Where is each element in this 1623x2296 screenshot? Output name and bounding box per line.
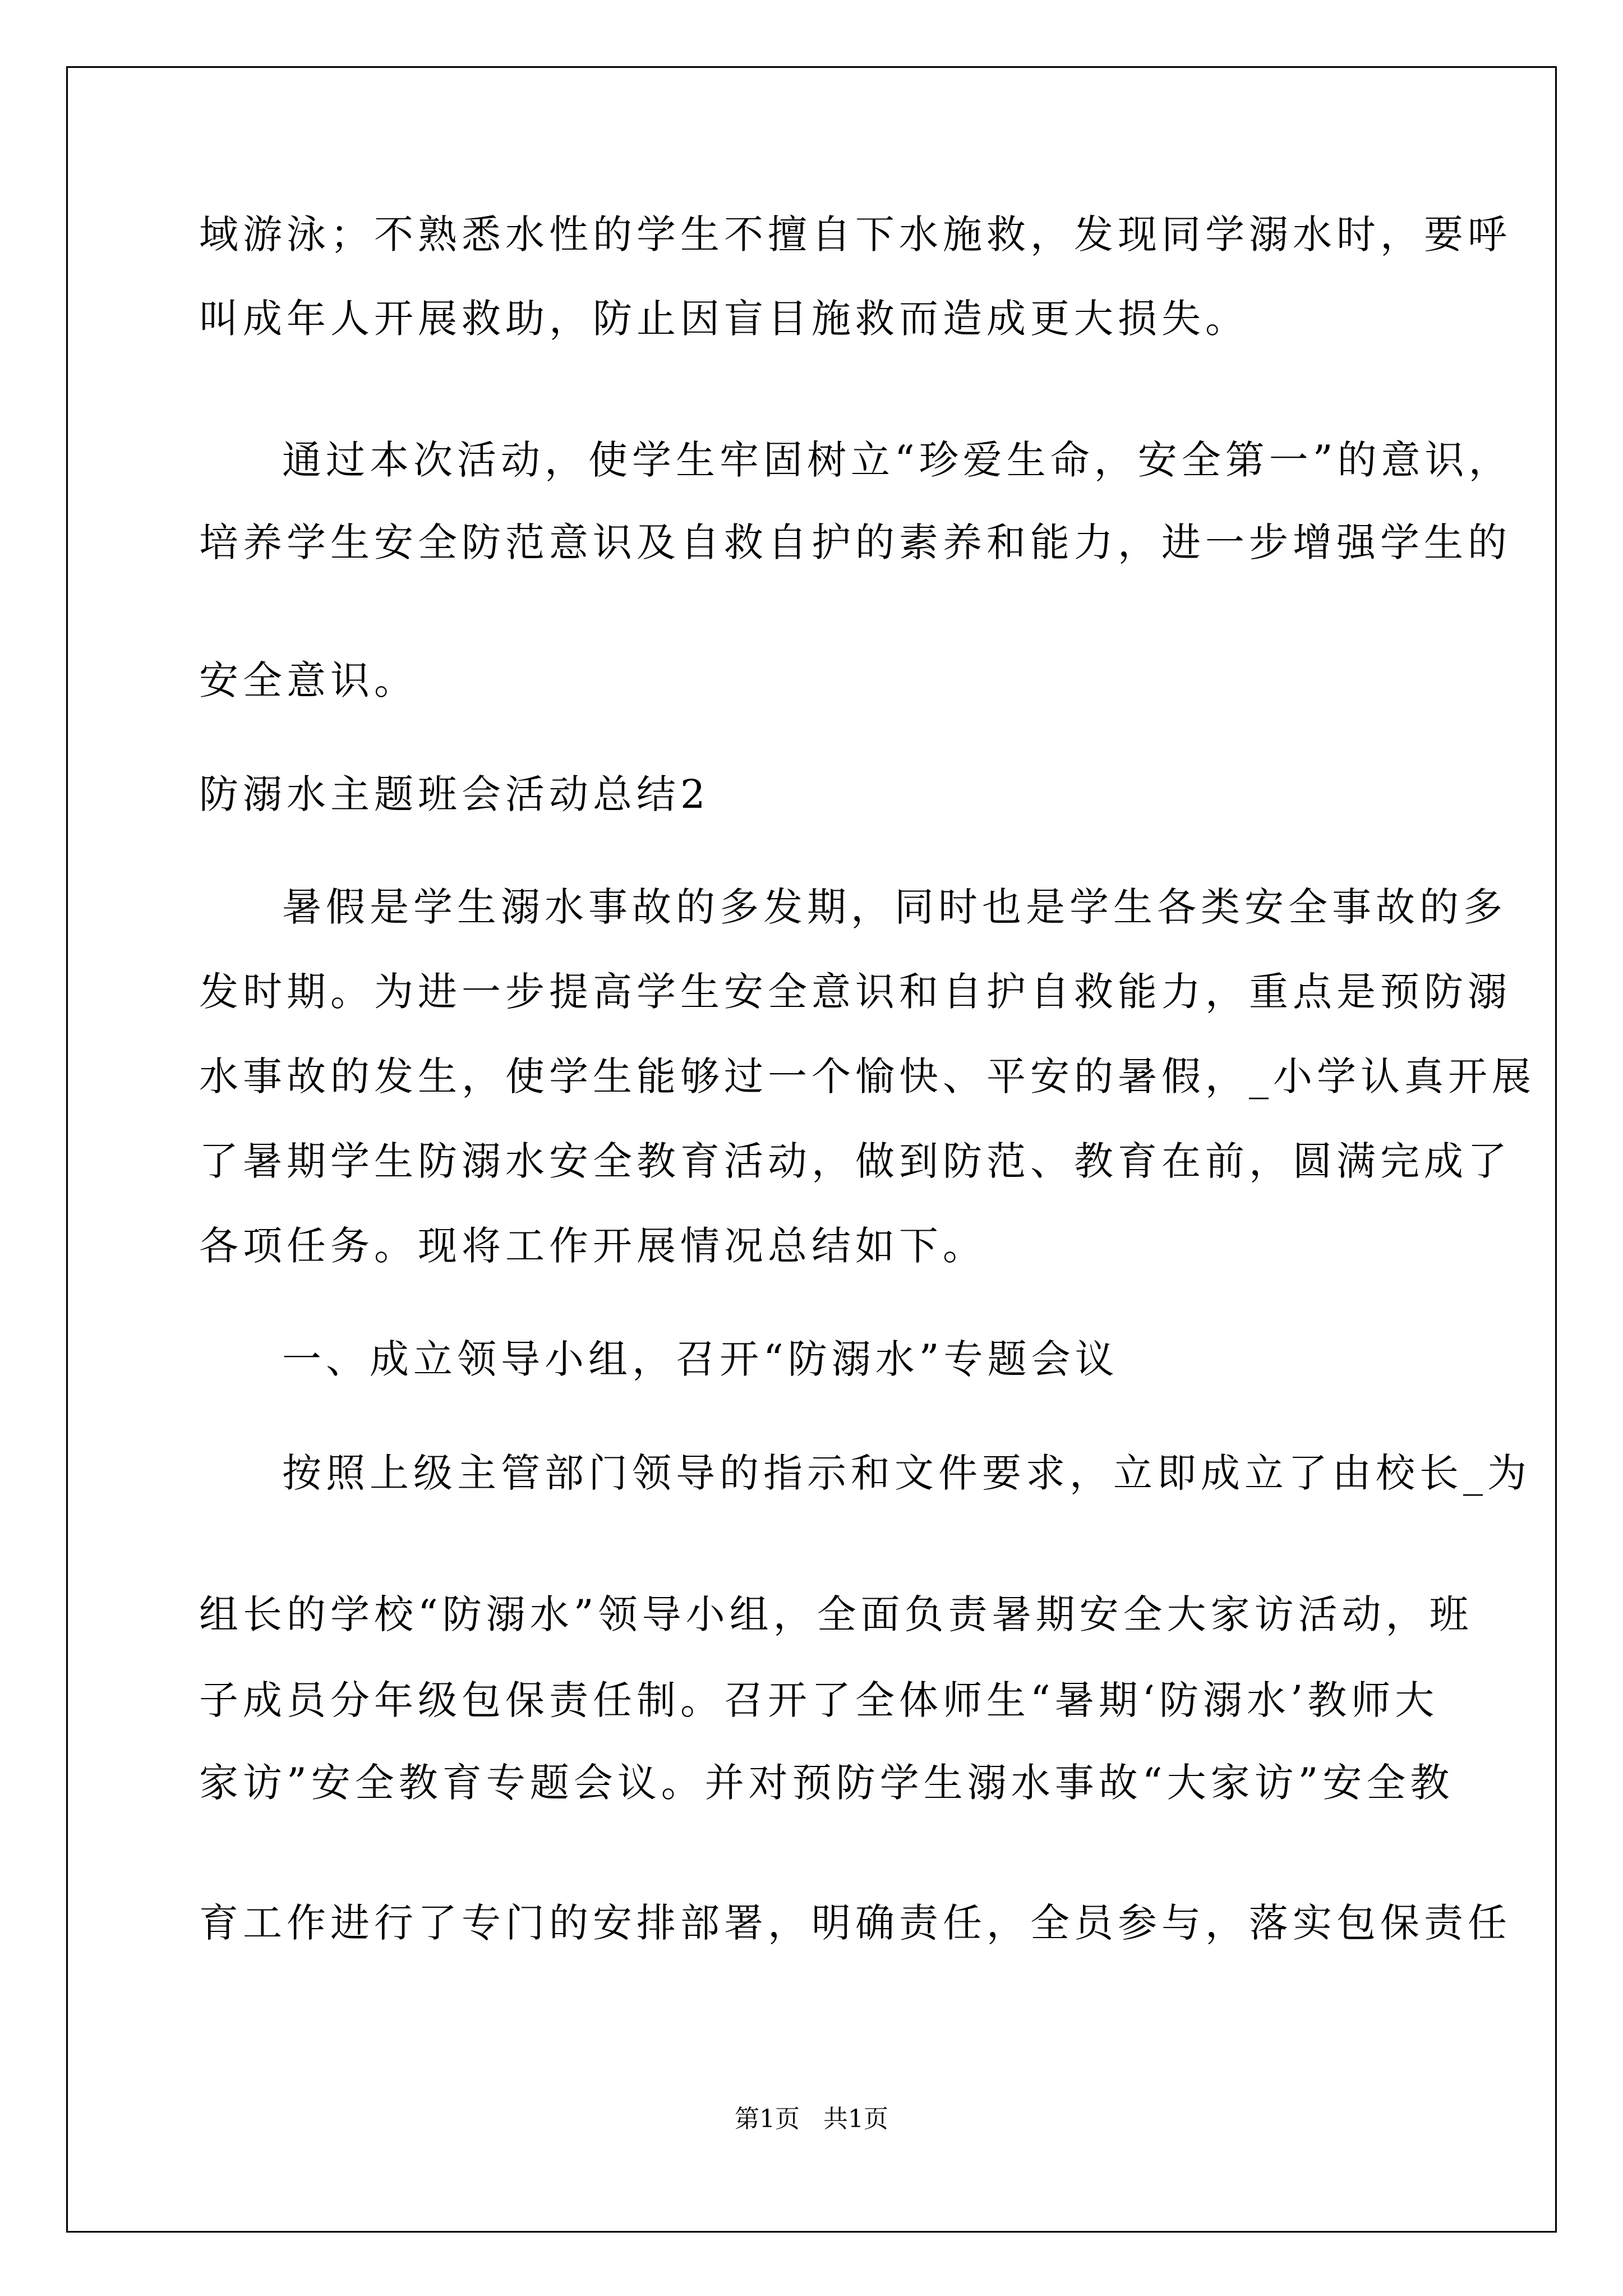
paragraph-start-line: 暑假是学生溺水事故的多发期，同时也是学生各类安全事故的多	[282, 884, 1507, 930]
body-line: 家访”安全教育专题会议。并对预防学生溺水事故“大家访”安全教	[199, 1760, 1454, 1806]
body-line: 各项任务。现将工作开展情况总结如下。	[199, 1223, 986, 1269]
body-line: 水事故的发生，使学生能够过一个愉快、平安的暑假，_小学认真开展	[199, 1053, 1536, 1099]
paragraph-start-line: 按照上级主管部门领导的指示和文件要求，立即成立了由校长_为	[282, 1450, 1531, 1496]
body-line: 安全意识。	[199, 657, 418, 703]
body-line: 了暑期学生防溺水安全教育活动，做到防范、教育在前，圆满完成了	[199, 1138, 1511, 1184]
body-line: 组长的学校“防溺水”领导小组，全面负责暑期安全大家访活动，班	[199, 1591, 1473, 1637]
page-number-footer: 第1页 共1页	[735, 2105, 888, 2133]
body-line: 培养学生安全防范意识及自救自护的素养和能力，进一步增强学生的	[199, 519, 1511, 565]
body-line: 子成员分年级包保责任制。召开了全体师生“暑期‘防溺水’教师大	[199, 1677, 1439, 1723]
section-heading: 防溺水主题班会活动总结2	[199, 771, 710, 817]
body-line: 叫成年人开展救助，防止因盲目施救而造成更大损失。	[199, 296, 1249, 342]
body-line: 发时期。为进一步提高学生安全意识和自护自救能力，重点是预防溺	[199, 969, 1511, 1015]
body-line: 域游泳；不熟悉水性的学生不擅自下水施救，发现同学溺水时，要呼	[199, 211, 1511, 257]
paragraph-start-line: 通过本次活动，使学生牢固树立“珍爱生命，安全第一”的意识，	[282, 437, 1513, 483]
body-line: 育工作进行了专门的安排部署，明确责任，全员参与，落实包保责任	[199, 1900, 1511, 1946]
subsection-heading: 一、成立领导小组，召开“防溺水”专题会议	[282, 1336, 1119, 1382]
